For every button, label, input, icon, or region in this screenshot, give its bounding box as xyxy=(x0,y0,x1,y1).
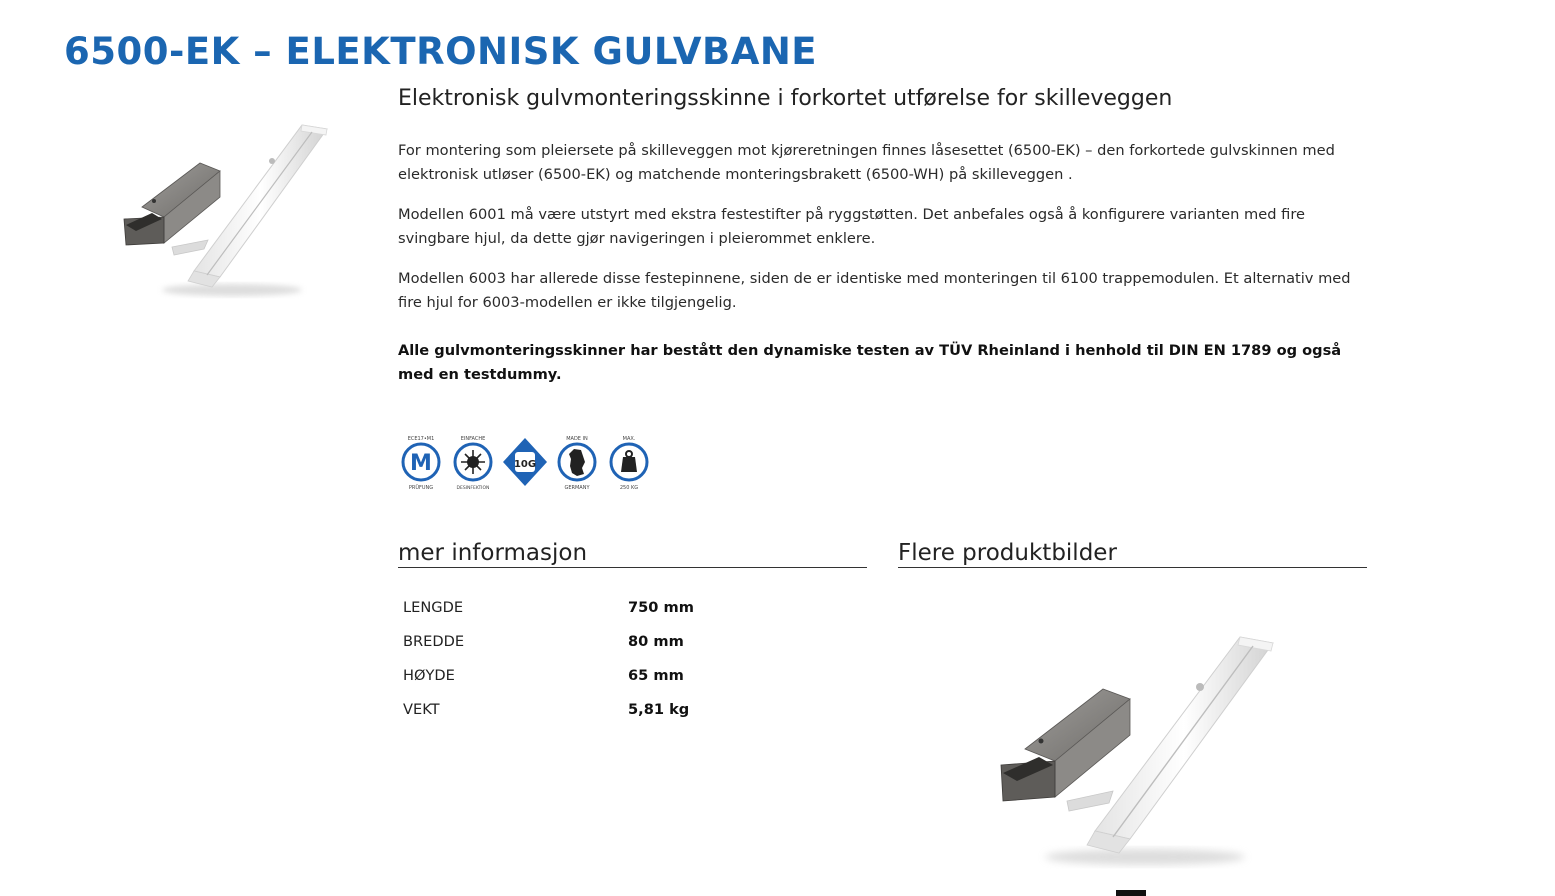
badge-bottom-text: DESINFEKTION xyxy=(456,486,490,491)
spec-value: 80 mm xyxy=(628,632,684,650)
certification-badges xyxy=(398,432,652,492)
spec-value: 65 mm xyxy=(628,666,684,684)
table-row xyxy=(398,624,694,658)
disinfection-icon xyxy=(450,432,496,492)
table-row xyxy=(398,692,694,726)
m-test-icon xyxy=(398,432,444,492)
spec-label: BREDDE xyxy=(403,632,465,650)
page-title: 6500-EK – ELEKTRONISK GULVBANE xyxy=(64,30,818,73)
test-highlight: Alle gulvmonteringsskinner har bestått den dynamiske testen av TÜV Rheinland i henhold til DIN EN 1789 og også med en testdummy. xyxy=(398,342,1342,383)
badge-top-text: EINFACHE xyxy=(460,436,486,442)
badge-center-text: M xyxy=(410,451,432,476)
spec-label: VEKT xyxy=(403,700,440,718)
badge-bottom-text: 250 KG xyxy=(619,485,639,491)
badge-bottom-text: GERMANY xyxy=(564,485,590,491)
spec-label: LENGDE xyxy=(403,598,464,616)
spec-value: 5,81 kg xyxy=(628,700,690,718)
more-images-heading: Flere produktbilder xyxy=(898,540,1367,568)
product-description xyxy=(398,139,1370,403)
made-in-germany-icon xyxy=(554,432,600,492)
gallery-indicator[interactable] xyxy=(1116,890,1146,896)
table-row xyxy=(398,658,694,692)
table-row xyxy=(398,590,694,624)
badge-top-text: MADE IN xyxy=(566,436,588,442)
badge-center-text: 10G xyxy=(513,459,537,470)
max-weight-icon xyxy=(606,432,652,492)
spec-label: HØYDE xyxy=(403,666,455,684)
description-paragraph: Modellen 6001 må være utstyrt med ekstra festestifter på ryggstøtten. Det anbefales også å konfigurere varianten med fire svingbare hjul, da dette gjør navigeringen i pleierommet enklere. xyxy=(398,206,1305,247)
gallery-product-image[interactable] xyxy=(985,625,1295,870)
product-image[interactable] xyxy=(112,115,342,300)
badge-bottom-text: PRÜFUNG xyxy=(408,485,434,491)
10g-icon xyxy=(502,432,548,492)
product-subtitle: Elektronisk gulvmonteringsskinne i forkortet utførelse for skilleveggen xyxy=(398,86,1173,111)
description-paragraph: Modellen 6003 har allerede disse festepinnene, siden de er identiske med monteringen til 6100 trappemodulen. Et alternativ med fire hjul for 6003-modellen er ikke tilgjengelig. xyxy=(398,270,1351,311)
specs-table xyxy=(398,590,694,726)
badge-top-text: ECE17•M1 xyxy=(407,436,435,442)
description-paragraph: For montering som pleiersete på skilleveggen mot kjøreretningen finnes låsesettet (6500-EK) – den forkortede gulvskinnen med elektronisk utløser (6500-EK) og matchende monteringsbrakett (6500-WH) på skilleveggen . xyxy=(398,142,1335,183)
spec-value: 750 mm xyxy=(628,598,694,616)
badge-top-text: MAX. xyxy=(622,436,636,442)
more-info-heading: mer informasjon xyxy=(398,540,867,568)
